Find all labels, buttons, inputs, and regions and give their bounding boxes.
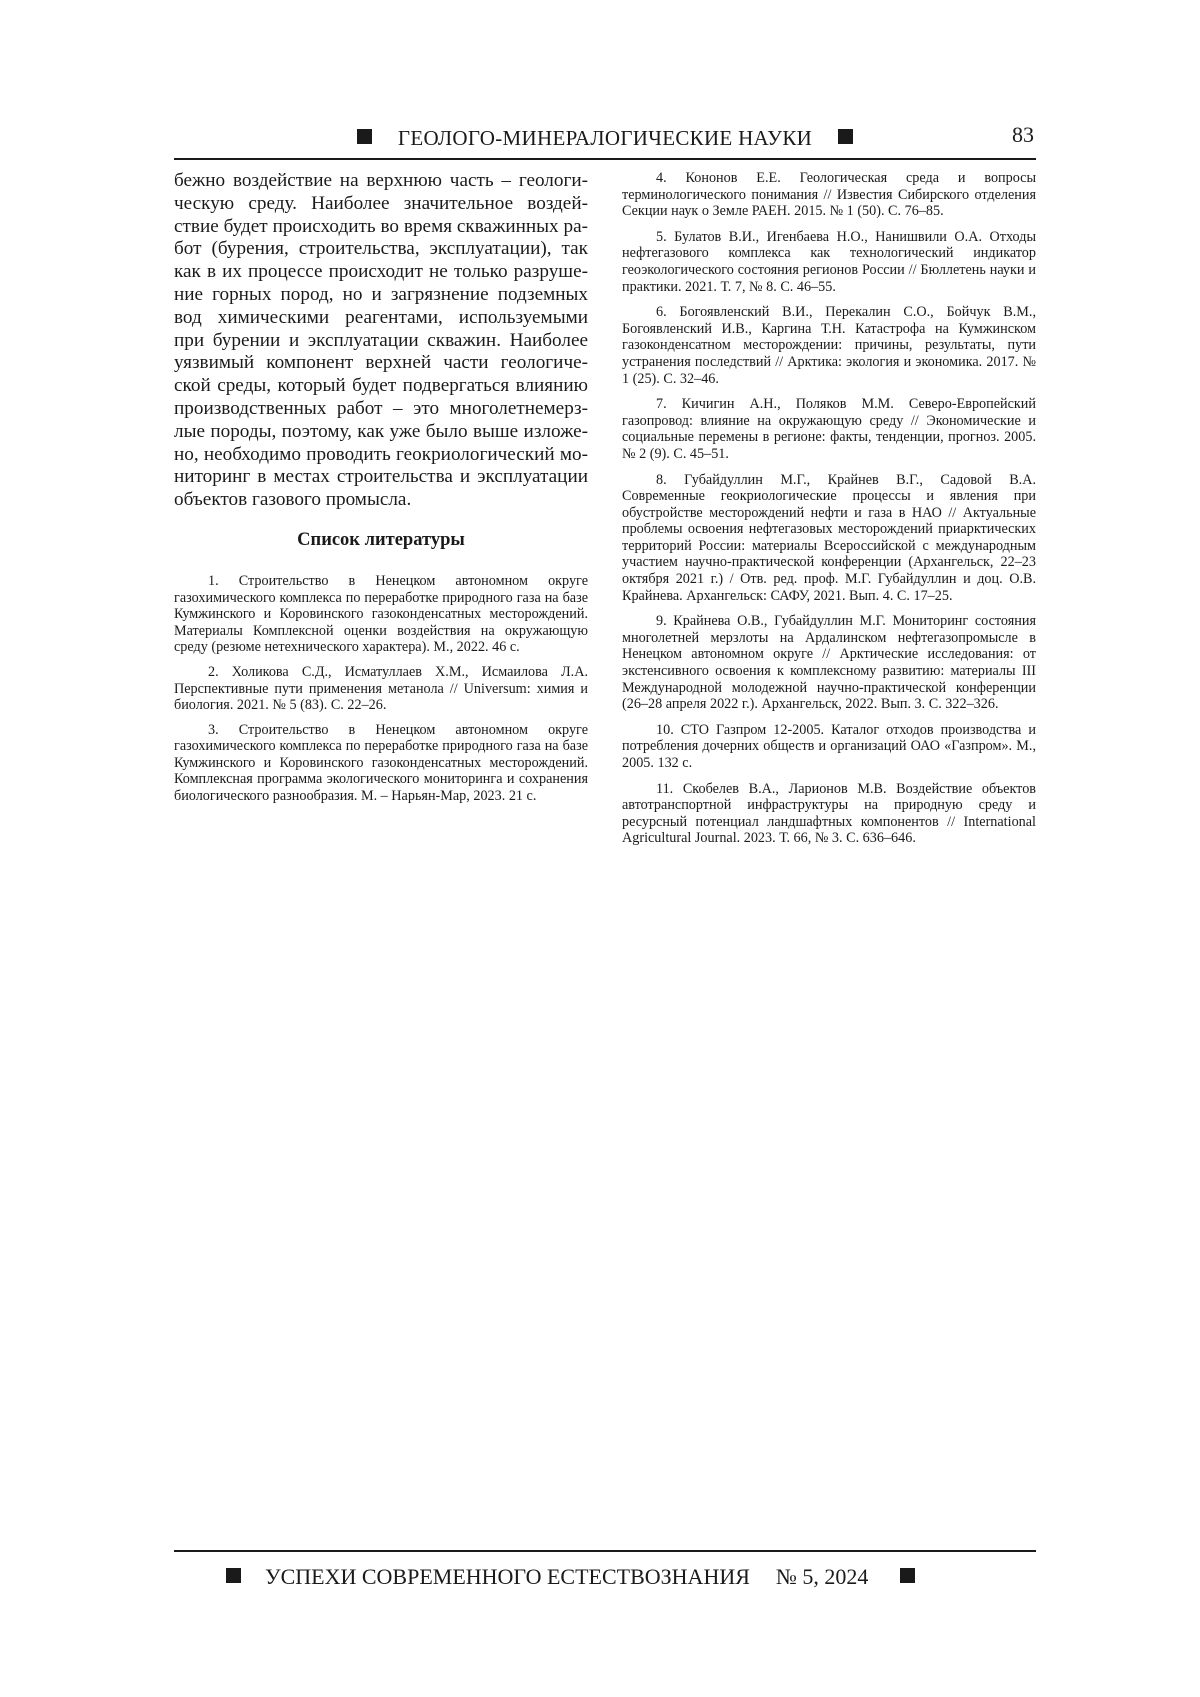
reference-item: 1. Строительство в Ненецком автономном округе газохимического комплекса по переработке природного газа на базе Кумжинского и Коровинского газоконденсатных месторождений. Материалы Комплексной оценки воздействия на окружающую среду (резюме нетехнического характера). М., 2022. 46 с.: [174, 573, 588, 656]
square-bullet-icon: [900, 1568, 915, 1583]
page-number: 83: [1012, 122, 1034, 148]
running-header: [174, 120, 1036, 160]
reference-item: 6. Богоявленский В.И., Перекалин С.О., Бойчук В.М., Богоявленский И.В., Каргина Т.Н. Катастрофа на Кумжинском газоконденсатном месторождении: причины, результаты, пути устранения последствий // Арктика: экология и экономика. 2017. № 1 (25). С. 32–46.: [622, 304, 1036, 387]
references-heading: Список литературы: [174, 530, 588, 551]
section-title: ГЕОЛОГО-МИНЕРАЛОГИЧЕСКИЕ НАУКИ: [398, 126, 812, 151]
body-paragraph: беж­но воз­дей­ствие на верх­нюю часть – гео­ло­ги­че­скую сре­ду. Наи­бо­лее зна­чи­тель­ное воз­дей­ствие бу­дет про­ис­хо­дить во вре­мя сква­жин­ных ра­бот (бу­ре­ния, стро­и­тель­ства, экс­плу­а­та­ции), так как в их про­цес­се про­ис­хо­дит не толь­ко раз­ру­ше­ние гор­ных по­род, но и за­гряз­не­ние под­зем­ных вод хи­ми­че­ски­ми ре­а­ген­та­ми, ис­поль­зу­е­мы­ми при бу­ре­нии и экс­плу­а­та­ции сква­жин. Наи­бо­лее уяз­ви­мый ком­по­нент верх­ней ча­сти гео­ло­ги­че­ской сре­ды, ко­то­рый бу­дет под­вер­гать­ся вли­я­нию про­из­вод­ствен­ных ра­бот – это мно­го­лет­не­мерз­лые по­ро­ды, по­это­му, как уже бы­ло вы­ше из­ло­же­но, не­об­хо­ди­мо про­во­дить гео­крио­ло­ги­че­ский мо­ни­то­ринг в ме­стах стро­и­тель­ства и экс­плу­а­та­ции объ­ек­тов га­зо­во­го про­мыс­ла.: [174, 170, 588, 512]
footer-divider: [174, 1550, 1036, 1552]
issue-number: № 5, 2024: [776, 1564, 869, 1589]
running-footer: [174, 1550, 1036, 1610]
square-bullet-icon: [838, 129, 853, 144]
left-column: [174, 170, 588, 813]
reference-item: 4. Кононов Е.Е. Геологическая среда и вопросы терминологического понимания // Известия Сибирского отделения Секции наук о Земле РАЕН. 2015. № 1 (50). С. 76–85.: [622, 170, 1036, 220]
header-divider: [174, 158, 1036, 160]
square-bullet-icon: [226, 1568, 241, 1583]
square-bullet-icon: [357, 129, 372, 144]
reference-item: 10. СТО Газпром 12-2005. Каталог отходов производства и потребления дочерних обществ и организаций ОАО «Газпром». М., 2005. 132 с.: [622, 722, 1036, 772]
journal-title: УСПЕХИ СОВРЕМЕННОГО ЕСТЕСТВОЗНАНИЯ: [265, 1564, 750, 1589]
reference-item: 11. Скобелев В.А., Ларионов М.В. Воздействие объектов автотранспортной инфраструктуры на природную среду и ресурсный потенциал ландшафтных компонентов // International Agricultural Journal. 2023. Т. 66, № 3. С. 636–646.: [622, 781, 1036, 847]
reference-item: 3. Строительство в Ненецком автономном округе газохимического комплекса по переработке природного газа на базе Кумжинского и Коровинского газоконденсатных месторождений. Комплексная программа экологического мониторинга и сохранения биологического разнообразия. М. – Нарьян-Мар, 2023. 21 с.: [174, 722, 588, 805]
right-column: [622, 170, 1036, 856]
reference-item: 8. Губайдуллин М.Г., Крайнев В.Г., Садовой В.А. Современные геокриологические процессы и явления при обустройстве месторождений нефти и газа в НАО // Актуальные проблемы освоения нефтегазовых месторождений приарктических территорий России: материалы Всероссийской с международным участием научно-практической конференции (Архангельск, 22–23 октября 2021 г.) / Отв. ред. проф. М.Г. Губайдуллин и доц. О.В. Крайнева. Архангельск: САФУ, 2021. Вып. 4. С. 17–25.: [622, 472, 1036, 605]
section-heading: [174, 126, 1036, 151]
journal-line: [226, 1564, 915, 1590]
reference-item: 7. Кичигин А.Н., Поляков М.М. Северо-Европейский газопровод: влияние на окружающую среду // Экономические и социальные перемены в регионе: факты, тенденции, прогноз. 2005. № 2 (9). С. 45–51.: [622, 396, 1036, 462]
reference-item: 9. Крайнева О.В., Губайдуллин М.Г. Мониторинг состояния многолетней мерзлоты на Ардалинском нефтегазопромысле в Ненецком автономном округе // Арктические исследования: от экстенсивного освоения к комплексному развитию: материалы III Международной молодежной научно-практической конференции (26–28 апреля 2022 г.). Архангельск, 2022. Вып. 3. С. 322–326.: [622, 613, 1036, 713]
reference-item: 2. Холикова С.Д., Исматуллаев Х.М., Исмаилова Л.А. Перспективные пути применения метанола // Universum: химия и биология. 2021. № 5 (83). С. 22–26.: [174, 664, 588, 714]
reference-item: 5. Булатов В.И., Игенбаева Н.О., Нанишвили О.А. Отходы нефтегазового комплекса как технологический индикатор геоэкологического состояния регионов России // Бюллетень науки и практики. 2021. Т. 7, № 8. С. 46–55.: [622, 229, 1036, 295]
